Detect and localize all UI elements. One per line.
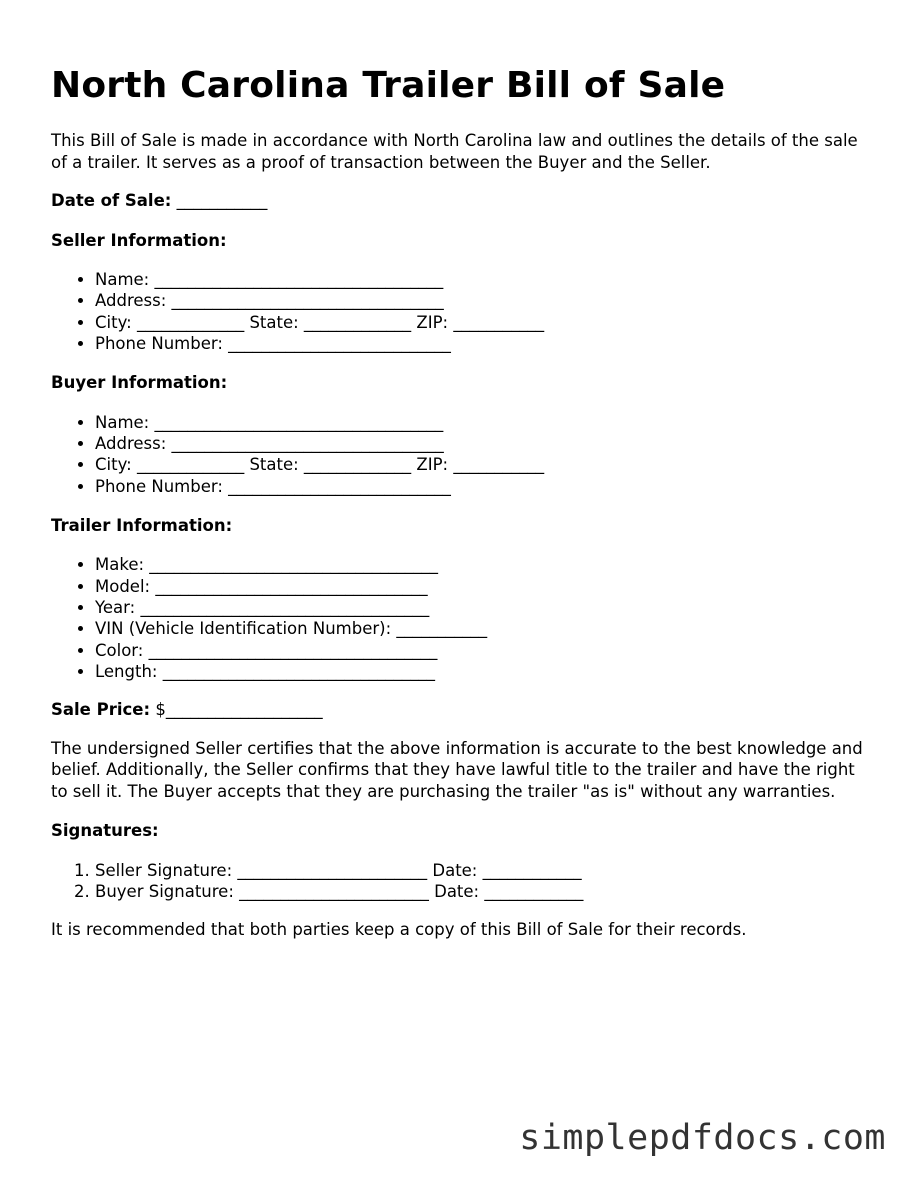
buyer-heading: Buyer Information: (51, 373, 228, 393)
trailer-vin-field: • VIN (Vehicle Identification Number): ___________ (95, 618, 871, 639)
document-page (51, 62, 871, 941)
trailer-make-field: • Make: ___________________________________ (95, 554, 871, 575)
date-of-sale-label: Date of Sale: (51, 191, 172, 210)
buyer-city-state-zip-field: • City: _____________ State: _____________ ZIP: ___________ (95, 454, 871, 475)
buyer-address-field: • Address: _________________________________ (95, 433, 871, 454)
trailer-year-field: • Year: ___________________________________ (95, 597, 871, 618)
watermark-text: simplepdfdocs.com (519, 1118, 886, 1158)
seller-heading: Seller Information: (51, 230, 227, 250)
seller-list (51, 269, 871, 354)
seller-city-state-zip-field: • City: _____________ State: _____________ ZIP: ___________ (95, 312, 871, 333)
date-of-sale-blank: ___________ (171, 191, 268, 210)
sale-price-blank: $___________________ (150, 700, 323, 720)
buyer-name-field: • Name: ___________________________________ (95, 412, 871, 433)
buyer-phone-field: • Phone Number: ___________________________ (95, 476, 871, 497)
seller-name-field: • Name: ___________________________________ (95, 269, 871, 290)
document-title: North Carolina Trailer Bill of Sale (51, 65, 726, 106)
seller-address-field: • Address: _________________________________ (95, 290, 871, 311)
trailer-heading: Trailer Information: (51, 515, 233, 535)
buyer-signature-field: 2. Buyer Signature: _______________________ Date: ____________ (95, 881, 871, 902)
signatures-list (51, 860, 871, 903)
signatures-heading: Signatures: (51, 821, 159, 841)
seller-phone-field: • Phone Number: ___________________________ (95, 333, 871, 354)
intro-paragraph: This Bill of Sale is made in accordance with North Carolina law and outlines the details of the sale of a trailer. It serves as a proof of transaction between the Buyer and the Seller. (51, 131, 858, 172)
date-of-sale-line (51, 190, 871, 212)
trailer-model-field: • Model: _________________________________ (95, 576, 871, 597)
closing-paragraph: It is recommended that both parties keep a copy of this Bill of Sale for their records. (51, 920, 747, 940)
trailer-list (51, 554, 871, 682)
trailer-color-field: • Color: ___________________________________ (95, 640, 871, 661)
seller-signature-field: 1. Seller Signature: _______________________ Date: ____________ (95, 860, 871, 881)
certification-paragraph: The undersigned Seller certifies that the above information is accurate to the best knowledge and belief. Additionally, the Seller confirms that they have lawful title to the trailer and have the right to sell it. The Buyer accepts that they are purchasing the trailer "as is" without any warranties. (51, 738, 863, 801)
buyer-list (51, 412, 871, 497)
sale-price-label: Sale Price: (51, 700, 151, 720)
trailer-length-field: • Length: _________________________________ (95, 661, 871, 682)
sale-price-line (51, 699, 871, 721)
